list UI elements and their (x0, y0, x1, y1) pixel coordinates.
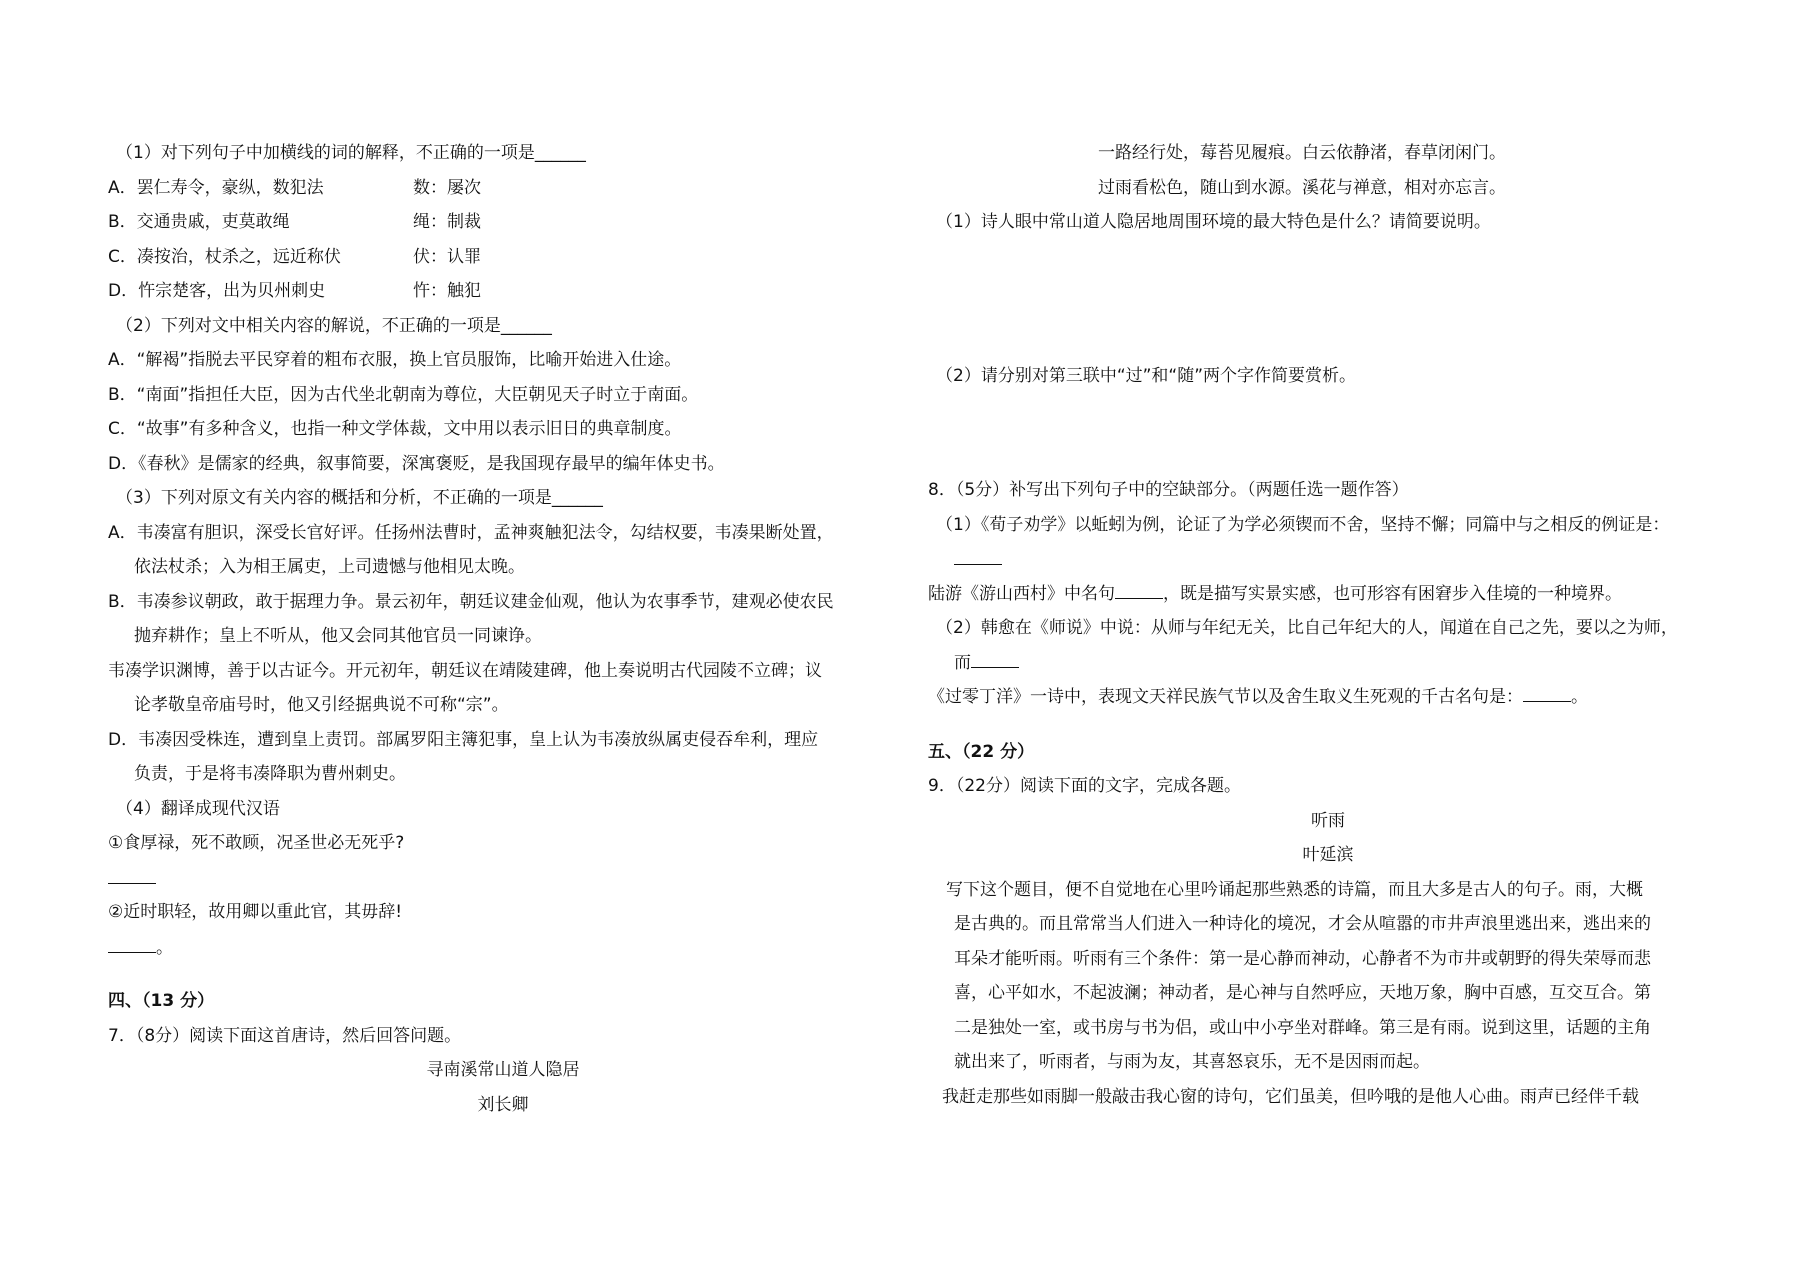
answer-blank (971, 647, 1019, 668)
q7-sub-2: （2）请分别对第三联中“过”和“随”两个字作简要赏析。 (936, 365, 1357, 386)
answer-blank (108, 861, 156, 884)
answer-blank (1523, 681, 1571, 702)
q3-option-b-line2: 抛弃耕作；皇上不听从，他又会同其他官员一同谏诤。 (134, 626, 542, 646)
poem-line-2: 过雨看松色，随山到水源。溪花与禅意，相对亦忘言。 (1098, 177, 1506, 198)
q4-answer-blank-1 (108, 861, 898, 896)
q1-option-a: A．罢仁寿令，豪纵，数犯法 数：屡次 (108, 177, 481, 198)
q8-part-1: （1）《荀子劝学》以蚯蚓为例，论证了为学必须锲而不舍，坚持不懈；同篇中与之相反的例证是： (936, 514, 1670, 535)
q1-option-c: C．凑按治，杖杀之，远近称伏 伏：认罪 (108, 246, 481, 267)
essay-paragraph-1-line-3: 耳朵才能听雨。听雨有三个条件：第一是心静而神动，心静者不为市井或朝野的得失荣辱而悲 (954, 948, 1651, 969)
q3-option-d-line1: D．韦凑因受株连，遭到皇上责罚。部属罗阳主簿犯事，皇上认为韦凑放纵属吏侵吞牟利，理应 (108, 729, 819, 750)
poem-author: 刘长卿 (477, 1094, 529, 1115)
essay-paragraph-1-line-5: 二是独处一室，或书房与书为侣，或山中小亭坐对群峰。第三是有雨。说到这里，话题的主角 (954, 1017, 1651, 1038)
essay-paragraph-1-line-4: 喜，心平如水，不起波澜；神动者，是心神与自然呼应，天地万象，胸中百感，互交互合。第 (954, 983, 1651, 1003)
q4-sentence-1: ①食厚禄，死不敢顾，况圣世必无死乎? (108, 833, 405, 853)
answer-blank (954, 542, 1002, 565)
q2-option-b: B．“南面”指担任大臣，因为古代坐北朝南为尊位，大臣朝见天子时立于南面。 (108, 384, 699, 405)
q4-stem: （4）翻译成现代汉语 (116, 798, 280, 819)
q8-part-2-blank: 而 (928, 646, 1728, 681)
q2-stem: （2）下列对文中相关内容的解说，不正确的一项是______ (116, 315, 552, 336)
q1-stem: （1）对下列句子中加横线的词的解释，不正确的一项是______ (116, 143, 586, 163)
q2-option-d: D．《春秋》是儒家的经典，叙事简要，深寓褒贬，是我国现存最早的编年体史书。 (108, 453, 725, 474)
essay-title: 听雨 (1311, 810, 1345, 831)
essay-paragraph-1-line-1: 写下这个题目，便不自觉地在心里吟诵起那些熟悉的诗篇，而且大多是古人的句子。雨，大概 (946, 879, 1643, 900)
q3-stem: （3）下列对原文有关内容的概括和分析，不正确的一项是______ (116, 488, 603, 508)
section-5-title: 五、（22 分） (928, 741, 1035, 762)
q7-sub-1: （1）诗人眼中常山道人隐居地周围环境的最大特色是什么？请简要说明。 (936, 212, 1491, 232)
essay-paragraph-1-line-2: 是古典的。而且常常当人们进入一种诗化的境况，才会从喧嚣的市井声浪里逃出来，逃出来的 (954, 914, 1651, 934)
q3-option-c-line2: 论孝敬皇帝庙号时，他又引经据典说不可称“宗”。 (134, 695, 509, 715)
q8-part-1-blank (928, 542, 1728, 577)
q3-option-a-line2: 依法杖杀；入为相王属吏，上司遗憾与他相见太晚。 (134, 557, 525, 577)
q1-option-b: B．交通贵戚，吏莫敢绳 绳：制裁 (108, 212, 481, 232)
q8-lu-you: 陆游《游山西村》中名句 ，既是描写实景实感，也可形容有困窘步入佳境的一种境界。 (928, 577, 1728, 612)
q3-option-b-line1: B．韦凑参议朝政，敢于据理力争。景云初年，朝廷议建金仙观，他认为农事季节，建观必使农民 (108, 591, 834, 612)
poem-title: 寻南溪常山道人隐居 (426, 1060, 580, 1080)
q1-option-d: D．忤宗楚客，出为贝州刺史 忤：触犯 (108, 281, 481, 301)
left-column (108, 136, 898, 1122)
q3-option-d-line2: 负责，于是将韦凑降职为曹州刺史。 (134, 764, 406, 784)
q8-wen-tianxiang: 《过零丁洋》一诗中，表现文天祥民族气节以及舍生取义生死观的千古名句是： 。 (928, 680, 1728, 715)
q7-stem: 7．（8分）阅读下面这首唐诗，然后回答问题。 (108, 1025, 462, 1046)
right-column (928, 136, 1728, 1114)
q2-option-c: C．“故事”有多种含义，也指一种文学体裁，文中用以表示旧日的典章制度。 (108, 419, 682, 439)
q2-option-a: A．“解褐”指脱去平民穿着的粗布衣服，换上官员服饰，比喻开始进入仕途。 (108, 350, 682, 370)
q4-answer-blank-2: 。 (108, 930, 898, 965)
q3-option-a-line1: A．韦凑富有胆识，深受长官好评。任扬州法曹时，孟神爽触犯法令，勾结权要，韦凑果断处置， (108, 522, 834, 543)
essay-paragraph-2-line-1: 我赶走那些如雨脚一般敲击我心窗的诗句，它们虽美，但吟哦的是他人心曲。雨声已经伴千载 (942, 1086, 1639, 1107)
essay-author: 叶延滨 (1302, 845, 1354, 865)
answer-blank (1115, 578, 1163, 599)
q4-sentence-2: ②近时职轻，故用卿以重此官，其毋辞! (108, 902, 403, 922)
q8-part-2: （2）韩愈在《师说》中说：从师与年纪无关，比自己年纪大的人，闻道在自己之先，要以之为师， (936, 618, 1678, 638)
answer-blank (108, 930, 156, 953)
section-4-title: 四、（13 分） (108, 991, 215, 1011)
q3-option-c-line1: 韦凑学识渊博，善于以古证今。开元初年，朝廷议在靖陵建碑，他上奏说明古代园陵不立碑；议 (108, 660, 822, 681)
q8-stem: 8．（5分）补写出下列句子中的空缺部分。（两题任选一题作答） (928, 480, 1409, 500)
q9-stem: 9．（22分）阅读下面的文字，完成各题。 (928, 776, 1241, 796)
poem-line-1: 一路经行处，莓苔见履痕。白云依静渚，春草闭闲门。 (1098, 143, 1506, 163)
essay-paragraph-1-line-6: 就出来了，听雨者，与雨为友，其喜怒哀乐，无不是因雨而起。 (954, 1052, 1430, 1072)
